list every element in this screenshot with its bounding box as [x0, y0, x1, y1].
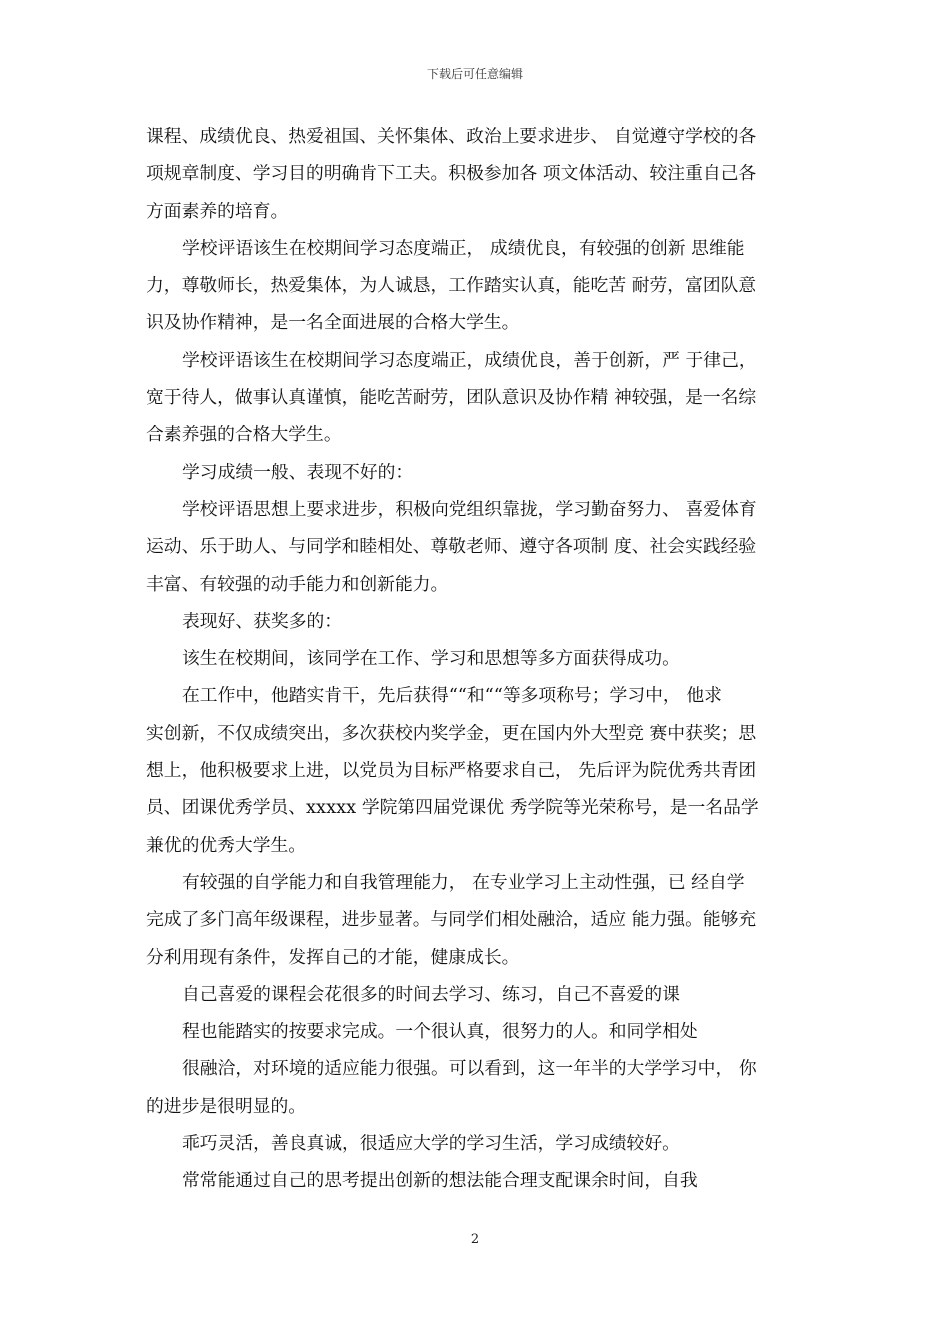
text-line: 完成了多门高年级课程，进步显著。与同学们相处融洽，适应 能力强。能够充: [146, 909, 757, 931]
text-line: 学校评语该生在校期间学习态度端正， 成绩优良，有较强的创新 思维能: [182, 237, 745, 259]
text-line: 分利用现有条件，发挥自己的才能，健康成长。: [146, 946, 520, 968]
text-line: 学校评语该生在校期间学习态度端正，成绩优良，善于创新，严 于律己，: [182, 349, 757, 371]
text-line: 常常能通过自己的思考提出创新的想法能合理支配课余时间，自我: [182, 1170, 698, 1192]
section-heading: 表现好、获奖多的：: [182, 610, 343, 632]
text-line: 课程、成绩优良、热爱祖国、关怀集体、政治上要求进步、 自觉遵守学校的各: [146, 126, 757, 147]
text-line: 项规章制度、学习目的明确肯下工夫。积极参加各 项文体活动、较注重自己各: [146, 163, 757, 185]
text-line: 宽于待人，做事认真谨慎，能吃苦耐劳，团队意识及协作精 神较强，是一名综: [146, 387, 757, 409]
section-heading: 学习成绩一般、表现不好的：: [182, 461, 414, 483]
text-line: 力，尊敬师长，热爱集体，为人诚恳，工作踏实认真，能吃苦 耐劳，富团队意: [146, 275, 757, 297]
text-line: 实创新，不仅成绩突出，多次获校内奖学金，更在国内外大型竞 赛中获奖；思: [146, 722, 757, 744]
text-line: 学校评语思想上要求进步，积极向党组织靠拢，学习勤奋努力、 喜爱体育: [182, 498, 757, 520]
text-line: 想上，他积极要求上进，以党员为目标严格要求自己， 先后评为院优秀共青团: [146, 760, 757, 782]
text-line: 程也能踏实的按要求完成。一个很认真，很努力的人。和同学相处: [182, 1021, 698, 1043]
text-line: 该生在校期间，该同学在工作、学习和思想等多方面获得成功。: [182, 648, 680, 670]
page-number: 2: [470, 1232, 480, 1247]
text-line: 很融洽，对环境的适应能力很强。可以看到，这一年半的大学学习中， 你: [182, 1058, 757, 1080]
text-line: 丰富、有较强的动手能力和创新能力。: [146, 573, 449, 595]
text-line: 员、团课优秀学员、xxxxx 学院第四届党课优 秀学院等光荣称号，是一名品学: [146, 797, 759, 819]
text-line: 识及协作精神，是一名全面进展的合格大学生。: [146, 312, 520, 334]
text-line: 方面素养的培育。: [146, 200, 289, 222]
text-line: 自己喜爱的课程会花很多的时间去学习、练习，自己不喜爱的课: [182, 983, 680, 1005]
document-body: [146, 118, 806, 1200]
text-line: 有较强的自学能力和自我管理能力， 在专业学习上主动性强，已 经自学: [182, 871, 745, 893]
text-line: 合素养强的合格大学生。: [146, 424, 342, 446]
text-line: 的进步是很明显的。: [146, 1095, 307, 1117]
text-line: 在工作中，他踏实肯干，先后获得““和““等多项称号；学习中， 他求: [182, 685, 722, 707]
text-line: 运动、乐于助人、与同学和睦相处、尊敬老师、遵守各项制 度、社会实践经验: [146, 536, 757, 558]
text-line: 乖巧灵活，善良真诚，很适应大学的学习生活，学习成绩较好。: [182, 1133, 680, 1155]
text-line: 兼优的优秀大学生。: [146, 834, 307, 856]
page-header-note: 下载后可任意编辑: [426, 67, 523, 81]
